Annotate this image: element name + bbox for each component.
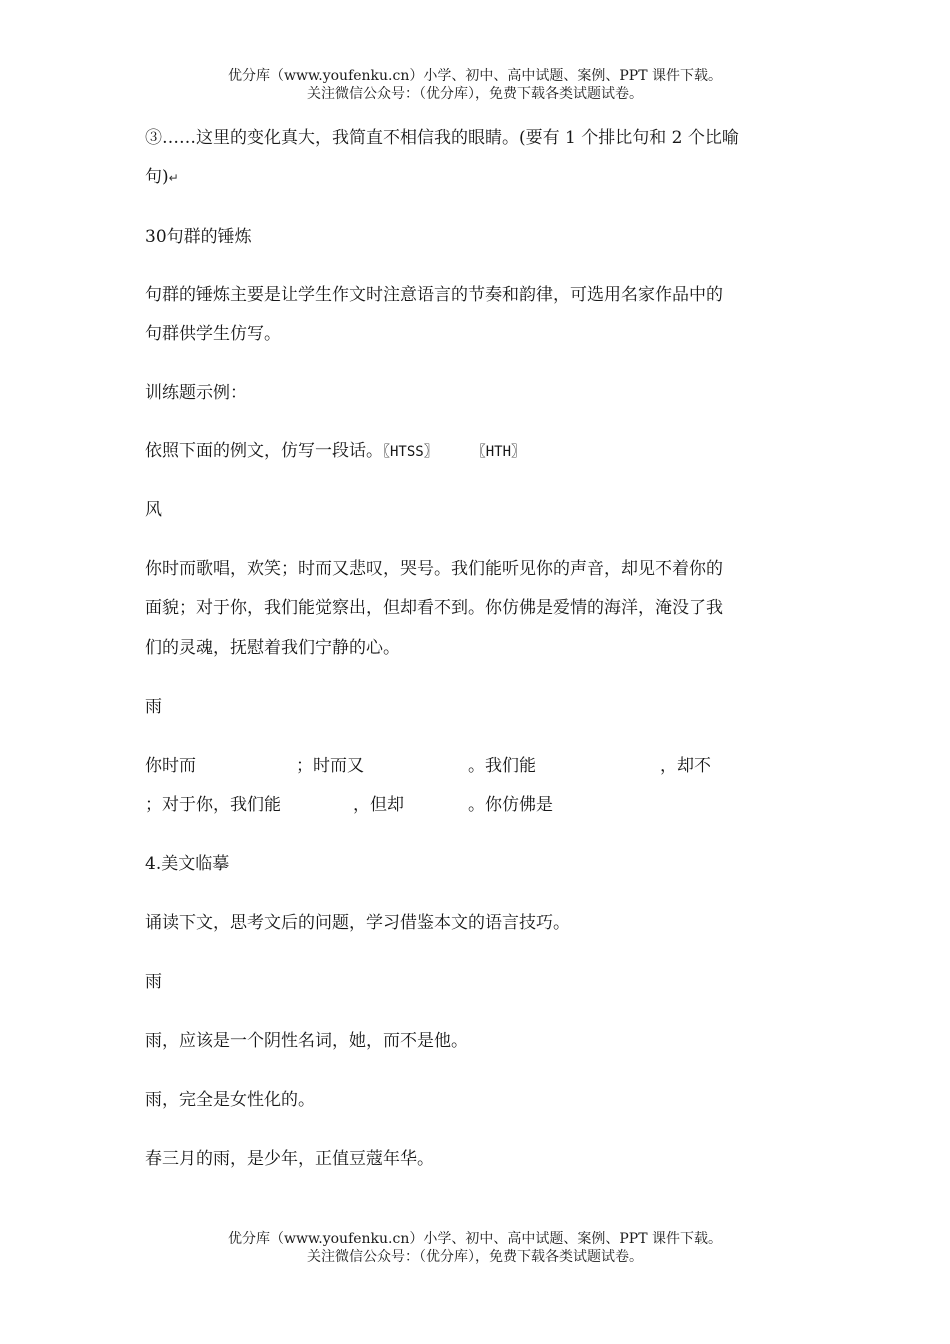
instruction-line [145,441,525,462]
fill-2c: 。你仿佛是 [468,795,553,815]
code-hth: 〖HTH〗 [471,444,526,460]
item-3-line-2-text: 句) [145,167,169,187]
rain-paragraph-3: 春三月的雨，是少年，正值豆蔻年华。 [145,1149,434,1169]
intro-line-2: 句群供学生仿写。 [145,324,281,344]
rain-title-2: 雨 [145,972,162,992]
header-line-1: 优分库（www.youfenku.cn）小学、初中、高中试题、案例、PPT 课件下载。 [227,68,722,84]
wind-title: 风 [145,500,162,520]
read-instruction: 诵读下文，思考文后的问题，学习借鉴本文的语言技巧。 [145,913,570,933]
header-line-2: 关注微信公众号：（优分库），免费下载各类试题试卷。 [307,86,643,102]
rain-paragraph-1: 雨，应该是一个阴性名词，她，而不是他。 [145,1031,468,1051]
wind-line-1: 你时而歌唱，欢笑；时而又悲叹，哭号。我们能听见你的声音，却见不着你的 [145,559,723,579]
fill-1d: ，却不 [660,756,711,776]
page-header [0,67,950,103]
example-label: 训练题示例： [145,383,247,403]
footer-line-1: 优分库（www.youfenku.cn）小学、初中、高中试题、案例、PPT 课件下载。 [227,1231,722,1247]
fill-1b: ；时而又 [296,756,364,776]
fill-2a: ；对于你，我们能 [145,795,281,815]
fill-2b: ，但却 [353,795,404,815]
wind-line-3: 们的灵魂，抚慰着我们宁静的心。 [145,638,400,658]
fill-1c: 。我们能 [468,756,536,776]
item-3-line-1: ③……这里的变化真大，我简直不相信我的眼睛。(要有 1 个排比句和 2 个比喻 [145,128,739,148]
rain-paragraph-2: 雨，完全是女性化的。 [145,1090,315,1110]
rain-title: 雨 [145,697,162,717]
instruction-text: 依照下面的例文，仿写一段话。 [145,441,383,461]
intro-line-1: 句群的锤炼主要是让学生作文时注意语言的节奏和韵律，可选用名家作品中的 [145,285,723,305]
wind-line-2: 面貌；对于你，我们能觉察出，但却看不到。你仿佛是爱情的海洋，淹没了我 [145,598,723,618]
page-footer [0,1230,950,1266]
section-title: 30句群的锤炼 [145,227,252,247]
paragraph-mark-icon: ↵ [168,171,179,185]
fill-1a: 你时而 [145,756,196,776]
code-htss: 〖HTSS〗 [383,444,438,460]
item-3-line-2 [145,167,179,188]
footer-line-2: 关注微信公众号：（优分库），免费下载各类试题试卷。 [307,1249,643,1265]
section-4-title: 4.美文临摹 [145,854,230,874]
